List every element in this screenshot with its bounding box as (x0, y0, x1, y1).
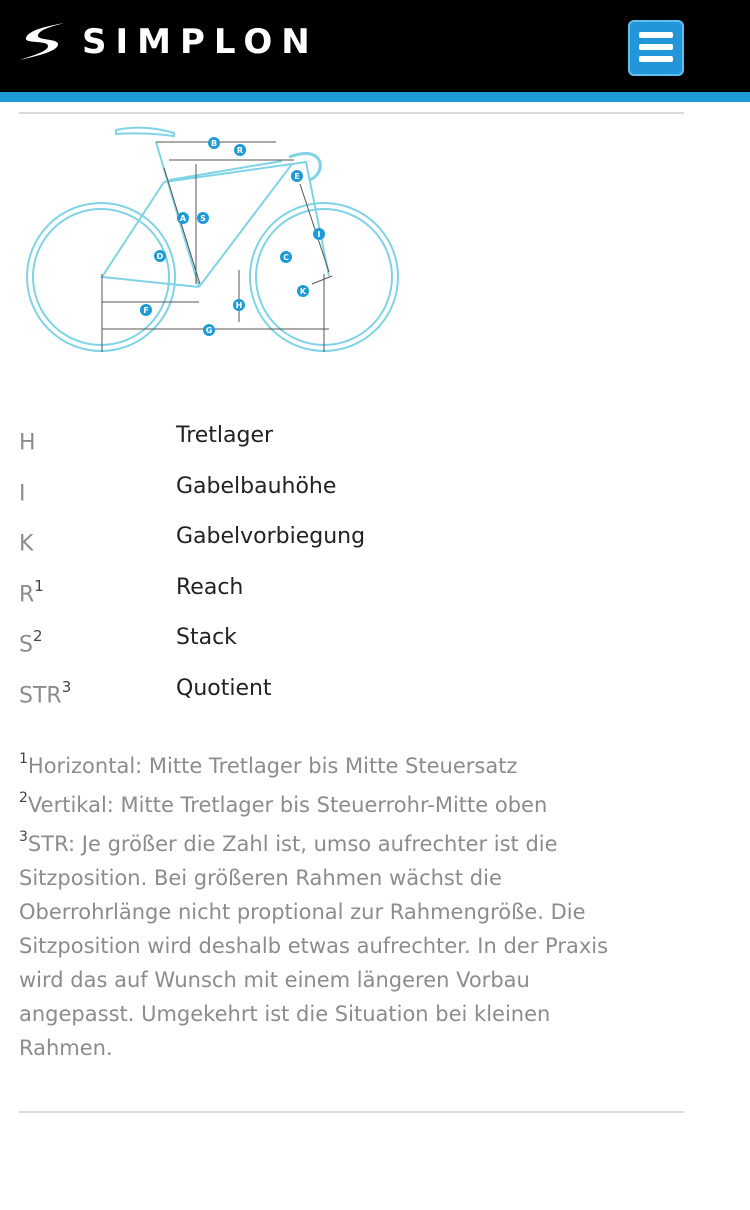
legend-row-str (19, 665, 679, 716)
footnote-3-line: angepasst. Umgekehrt ist die Situation bei kleinen (19, 1002, 551, 1026)
svg-text:K: K (299, 287, 307, 296)
footnote-2: $^2$Vertikal: Mitte Tretlager bis Steuerrohr-Mitte oben (19, 790, 548, 817)
legend-key: K (19, 531, 34, 557)
legend-label: Gabelvorbiegung (176, 524, 366, 550)
footnote-3-line: wird das auf Wunsch mit einem längeren Vorbau (19, 968, 530, 992)
legend-key: H (19, 430, 36, 456)
svg-text:G: G (205, 326, 213, 335)
footnote-3-line: Sitzposition wird deshalb etwas aufrechter. In der Praxis (19, 934, 609, 958)
svg-text:F: F (143, 306, 149, 315)
top-divider (19, 112, 684, 114)
svg-text:A: A (179, 214, 187, 223)
footnote-1: $^1$Horizontal: Mitte Tretlager bis Mitte Steuersatz (19, 751, 518, 778)
svg-text:S: S (200, 214, 206, 223)
legend-label: Gabelbauhöhe (176, 473, 337, 499)
svg-text:B: B (210, 139, 218, 148)
site-header (0, 0, 750, 92)
legend-key: I (19, 480, 26, 506)
menu-button[interactable] (628, 20, 684, 76)
geometry-legend (19, 412, 679, 716)
brand-name: SIMPLON (82, 22, 319, 62)
legend-key: STR$^3$ (19, 677, 72, 709)
simplon-swoosh-icon (18, 20, 68, 62)
svg-text:R: R (236, 146, 244, 155)
footnote-3-line: Sitzposition. Bei größeren Rahmen wächst die (19, 866, 502, 890)
footnote-3: $^3$STR: Je größer die Zahl ist, umso aufrechter ist die (19, 829, 558, 856)
svg-text:D: D (156, 252, 164, 261)
svg-text:C: C (283, 253, 289, 262)
legend-label: Stack (176, 625, 237, 651)
legend-label: Tretlager (176, 423, 274, 448)
svg-text:H: H (235, 301, 243, 310)
svg-text:E: E (294, 172, 300, 181)
bottom-divider (19, 1111, 684, 1113)
svg-text:I: I (317, 230, 321, 239)
legend-label: Reach (176, 574, 244, 600)
legend-row-k (19, 513, 679, 564)
legend-label: Quotient (176, 675, 272, 701)
legend-row-i (19, 463, 679, 514)
footnote-3-line: Oberrohrlänge nicht proptional zur Rahmengröße. Die (19, 900, 586, 924)
legend-row-r (19, 564, 679, 615)
legend-row-s (19, 614, 679, 665)
legend-key: $R^1$ (19, 576, 44, 608)
footnotes (19, 744, 684, 1065)
legend-row-h (19, 412, 679, 463)
footnote-3-line: Rahmen. (19, 1036, 113, 1060)
header-accent-stripe (0, 92, 750, 102)
bike-geometry-diagram (24, 124, 404, 356)
legend-key: $S^2$ (19, 627, 43, 658)
